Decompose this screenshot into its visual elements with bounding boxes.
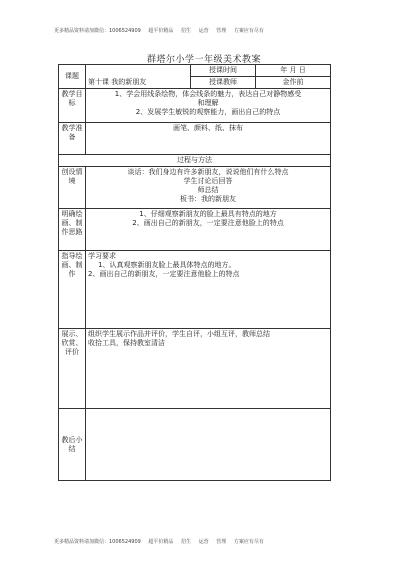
- topic-label: 课题: [59, 65, 86, 89]
- summary-content: [86, 409, 331, 481]
- guide-line: 1、认真观察新朋友脸上最具体特点的地方。: [98, 261, 236, 269]
- guide-label: 指导绘画、制作: [59, 251, 86, 329]
- intro-label: 创设情境: [59, 167, 86, 209]
- header-banner: [54, 27, 270, 34]
- goals-line: 1、学会用线条绘物，体会线条的魅力，表达自己对静物感受: [114, 90, 302, 98]
- banner-contact: 更多精品资料请加微信：1006524909: [54, 28, 141, 34]
- banner-item: 招生: [181, 539, 192, 545]
- goals-line: 2、发展学生敏锐的观察能力，画出自己的特点: [135, 108, 281, 116]
- method-label: 明确绘画、制作思路: [59, 209, 86, 251]
- banner-item: 方案应有尽有: [233, 28, 264, 34]
- banner-item: 运营: [198, 539, 209, 545]
- footer-banner: [54, 538, 270, 545]
- goals-label: 教学目标: [59, 89, 86, 123]
- display-line: 收拾工具，保持教室清洁: [88, 339, 165, 347]
- banner-item: 运营: [198, 28, 209, 34]
- banner-item: 方案应有尽有: [233, 539, 264, 545]
- time-label: 授课时间: [191, 65, 256, 77]
- topic-value: 第十课 我的新朋友: [86, 65, 191, 89]
- intro-line: 板书：我的新朋友: [180, 195, 236, 203]
- goals-content: [86, 89, 331, 123]
- time-value: 年 月 日: [256, 65, 331, 77]
- materials-label: 教学准备: [59, 123, 86, 155]
- materials-value: 画笔、颜料、纸、抹布: [86, 123, 331, 155]
- intro-line: 学生讨论后回答: [183, 177, 233, 185]
- banner-item: 超平价精品: [148, 28, 174, 34]
- lesson-plan-table: [58, 64, 331, 481]
- intro-line: 谈话：我们身边有许多新朋友，说说他们有什么特点: [127, 168, 289, 176]
- method-content: [86, 209, 331, 251]
- banner-item: 超平价精品: [148, 539, 174, 545]
- display-line: 组织学生展示作品并评价，学生自评，小组互评，教师总结: [88, 330, 270, 338]
- guide-line: 2、画出自己的新朋友，一定要注意他脸上的特点: [88, 270, 240, 278]
- display-label: 展示、欣赏、评价: [59, 329, 86, 409]
- guide-content: [86, 251, 331, 329]
- guide-heading: 学习要求: [88, 252, 116, 260]
- teacher-label: 授课教师: [191, 77, 256, 89]
- intro-content: [86, 167, 331, 209]
- display-content: [86, 329, 331, 409]
- document-title: 群塔尔小学一年级美术教案: [146, 55, 261, 65]
- banner-item: 管理: [216, 539, 227, 545]
- banner-item: 招生: [181, 28, 192, 34]
- process-title: 过程与方法: [59, 155, 331, 167]
- summary-label: 教后小结: [59, 409, 86, 481]
- method-line: 2、画出自己的新朋友，一定要注意他脸上的特点: [132, 219, 284, 227]
- goals-line: 和理解: [197, 99, 219, 107]
- teacher-value: 金作前: [256, 77, 331, 89]
- banner-contact: 更多精品资料请加微信：1006524909: [54, 539, 141, 545]
- method-line: 1、仔细观察新朋友的脸上最具有特点的地方: [139, 210, 277, 218]
- intro-line: 师总结: [197, 186, 219, 194]
- banner-item: 管理: [216, 28, 227, 34]
